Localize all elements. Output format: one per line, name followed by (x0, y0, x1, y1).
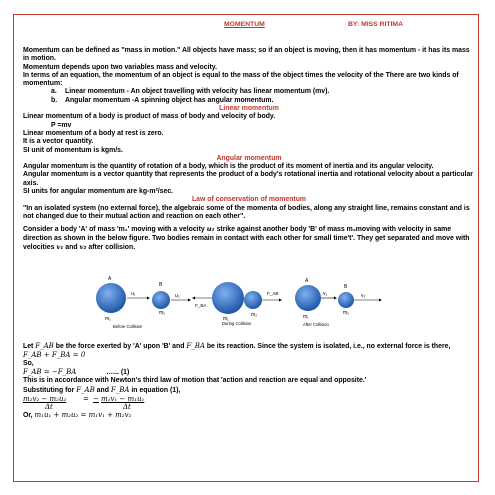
author-label: BY: MISS RITIMA (348, 21, 404, 28)
label-v1: v₁ (323, 291, 328, 298)
ball-b-before (152, 291, 170, 309)
linear-line-3: Linear momentum of a body at rest is zero. (23, 129, 164, 137)
angular-heading: Angular momentum (216, 154, 282, 162)
label-b-before: B (159, 282, 163, 289)
kind-item-linear: a. Linear momentum - An object travelling with velocity has linear momentum (mv). (51, 88, 330, 96)
ball-a-during (212, 282, 244, 314)
derivation-substituting: Substituting for F_AB and F_BA in equation (1), (23, 385, 181, 394)
conservation-quote: "In an isolated system (no external force), the algebraic some of the momenta of bodies, along any straight line, remains constant and is not changed due to their mutual action and reaction on each other". (23, 204, 470, 220)
linear-heading: Linear momentum (219, 105, 279, 113)
caption-before: Before Collision (113, 324, 143, 330)
equation-final: Or, m₁u₁ + m₂u₂ = m₁v₁ + m₂v₂ (23, 410, 132, 419)
ball-b-after (338, 292, 354, 308)
angular-line-3: SI units for angular momentum are kg-m²/sec. (23, 188, 174, 196)
label-a-before: A (108, 276, 112, 283)
angular-line-1: Angular momentum is the quantity of rotation of a body, which is the product of its moment of inertia and its angular velocity. (23, 163, 434, 171)
page-title: MOMENTUM (224, 21, 265, 28)
collision-setup: Consider a body 'A' of mass 'm₁' moving with a velocity u₁ strike against another body 'B' of mass m₂moving with velocity in same direction as shown in the below figure. Two bodies remain in contact with each other for small time't'. They get separated and move with velocities v₁ and v₂ after collision. (23, 225, 470, 251)
derivation-so: So, (23, 359, 34, 367)
label-m2-after: m₂ (343, 310, 350, 317)
label-m2-before: m₂ (159, 310, 166, 317)
angular-line-2: Angular momentum is a vector quantity that represents the product of a body's rotational inertia and rotational velocity about a particular axis. (23, 171, 473, 187)
equation-sum-zero: F_AB + F_BA = 0 (23, 351, 86, 360)
document-page (13, 14, 479, 482)
label-u2: u₂ (175, 293, 180, 300)
label-m1-before: m₁ (105, 316, 111, 323)
kind-item-angular: b. Angular momentum -A spinning object has angular momentum. (51, 96, 274, 104)
collision-figure (23, 254, 475, 334)
intro-paragraph-1: Momentum can be defined as "mass in motion." All objects have mass; so if an object is moving, then it has momentum - it has its mass in motion. (23, 47, 470, 63)
equation-1: F_AB = −F_BA …... (1) (23, 368, 130, 377)
equation-fraction: m₂v₂ − m₂u₂ Δt = − m₁v₁ − m₁u₁ Δt (23, 394, 145, 411)
document-body (23, 47, 475, 420)
label-a-after: A (305, 278, 309, 285)
derivation-let: Let F_AB be the force exerted by 'A' upon 'B' and F_BA be its reaction. Since the system is isolated, i.e., no external force is there, (23, 342, 451, 351)
label-m1-after: m₁ (303, 314, 309, 321)
label-fba: F_BA (195, 303, 207, 309)
label-v2: v₂ (361, 293, 366, 300)
conservation-heading: Law of conservation of momentum (191, 196, 307, 204)
linear-line-4: It is a vector quantity. (23, 138, 94, 146)
label-fab: F_AB (267, 291, 279, 297)
label-u1: u₁ (131, 291, 136, 298)
collision-diagram (23, 254, 475, 334)
newton-third-law: This is in accordance with Newton's third law of motion that 'action and reaction are equal and opposite.' (23, 377, 367, 385)
ball-a-after (295, 285, 321, 311)
caption-after: After Collision (303, 322, 329, 328)
linear-line-1: Linear momentum of a body is product of mass of body and velocity of body. (23, 113, 276, 121)
label-m1-during: m₁ (223, 316, 229, 323)
caption-during: During Collision (222, 321, 252, 327)
linear-line-5: SI unit of momentum is kgm/s. (23, 146, 123, 154)
linear-formula: P =mv (51, 121, 72, 129)
intro-paragraph-2: Momentum depends upon two variables mass and velocity. (23, 63, 218, 71)
label-b-after: B (344, 284, 348, 291)
ball-b-during (244, 291, 262, 309)
intro-paragraph-3: In terms of an equation, the momentum of an object is equal to the mass of the object times the velocity of the There are two kinds of momentum: (23, 71, 459, 88)
ball-a-before (96, 283, 126, 313)
label-m2-during: m₂ (251, 312, 258, 319)
